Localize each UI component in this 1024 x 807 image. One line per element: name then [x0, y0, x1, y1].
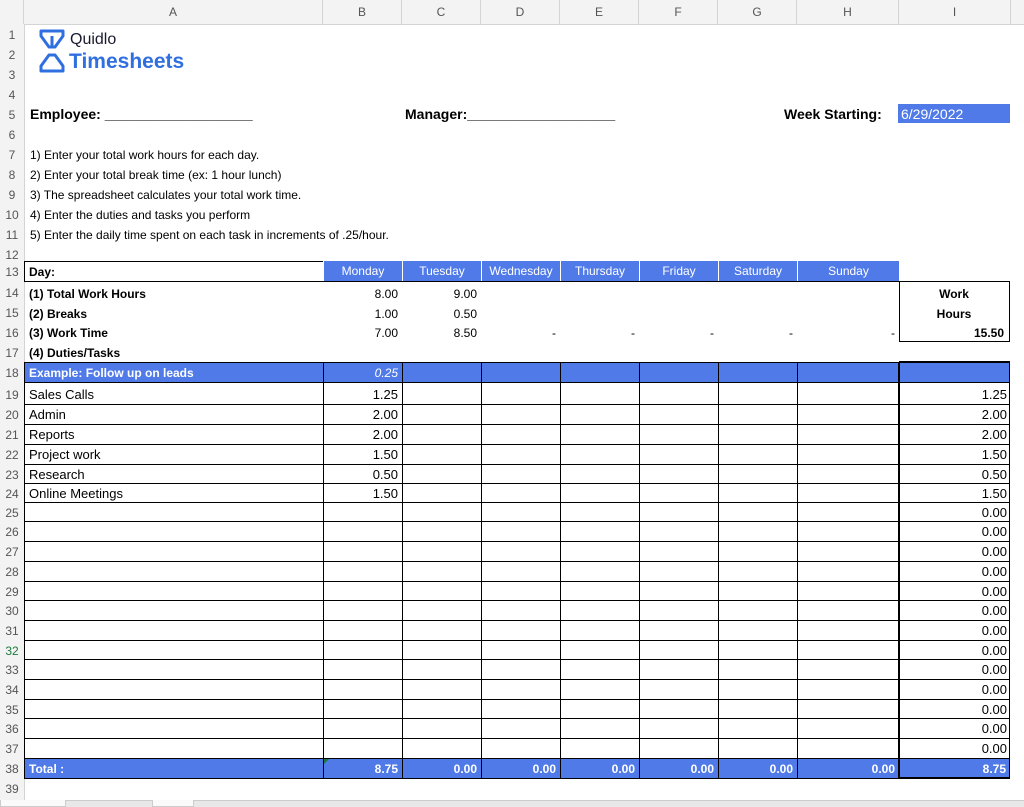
table-hline-18	[24, 718, 899, 719]
table-hline-12	[24, 600, 899, 601]
work-hours-box-top	[899, 281, 1010, 282]
work-time-day-3[interactable]: -	[631, 326, 635, 340]
task-total-11[interactable]: 0.00	[981, 584, 1007, 599]
row-header-25[interactable]: 25	[5, 506, 19, 520]
total-col-hline-1	[899, 382, 1010, 383]
total-col-hline-8	[899, 521, 1010, 522]
task-name-5[interactable]: Research	[29, 467, 85, 482]
total-work-day-0[interactable]: 8.00	[374, 287, 398, 301]
task-total-16[interactable]: 0.00	[981, 682, 1007, 697]
total-col-hline-10	[899, 561, 1010, 562]
row-header-31[interactable]: 31	[5, 624, 19, 638]
task-monday-3[interactable]: 2.00	[372, 427, 398, 442]
row-header-14[interactable]: 14	[5, 286, 19, 300]
row-header-30[interactable]: 30	[5, 604, 19, 618]
instruction-5: 5) Enter the daily time spent on each task in increments of .25/hour.	[30, 228, 389, 242]
day-row-top-border	[24, 261, 323, 262]
table-hline-16	[24, 679, 899, 680]
total-col-bottom-thick	[899, 777, 1010, 778]
task-total-12[interactable]: 0.00	[981, 603, 1007, 618]
total-work-day-1[interactable]: 9.00	[453, 287, 477, 301]
task-total-18[interactable]: 0.00	[981, 721, 1007, 736]
total-col-hline-20	[899, 758, 1010, 759]
row-header-18[interactable]: 18	[5, 366, 19, 380]
row-header-37[interactable]: 37	[5, 742, 19, 756]
table-vline-3	[481, 362, 482, 778]
task-monday-2[interactable]: 2.00	[372, 407, 398, 422]
task-monday-6[interactable]: 1.50	[372, 486, 398, 501]
task-name-2[interactable]: Admin	[29, 407, 66, 422]
work-hours-total[interactable]: 15.50	[973, 326, 1004, 340]
row-header-4[interactable]: 4	[8, 88, 16, 102]
total-col-left-thick	[898, 362, 899, 778]
row-header-15[interactable]: 15	[5, 306, 19, 320]
row-header-39[interactable]: 39	[5, 782, 19, 796]
day-friday[interactable]: Friday	[639, 261, 718, 281]
total-day-4[interactable]: 0.00	[690, 762, 714, 776]
total-day-1[interactable]: 0.00	[453, 762, 477, 776]
row-header-13[interactable]: 13	[5, 265, 19, 279]
work-time-day-2[interactable]: -	[552, 326, 556, 340]
table-vline-1	[323, 362, 324, 778]
table-hline-14	[24, 640, 899, 641]
column-header-h[interactable]: H	[797, 0, 899, 24]
table-hline-21	[24, 778, 899, 779]
task-total-1[interactable]: 1.25	[981, 387, 1007, 402]
task-total-14[interactable]: 0.00	[981, 643, 1007, 658]
breaks-day-0[interactable]: 1.00	[374, 307, 398, 321]
total-col-hline-17	[899, 699, 1010, 700]
grand-total[interactable]: 8.75	[982, 762, 1006, 776]
task-name-3[interactable]: Reports	[29, 427, 75, 442]
manager-field[interactable]: Manager:___________________	[405, 106, 616, 122]
row-header-34[interactable]: 34	[5, 683, 19, 697]
table-hline-13	[24, 620, 899, 621]
day-row-left-border	[24, 261, 25, 282]
total-col-hline-0	[899, 362, 1010, 363]
instruction-4: 4) Enter the duties and tasks you perform	[30, 208, 251, 222]
row-header-28[interactable]: 28	[5, 565, 19, 579]
task-total-3[interactable]: 2.00	[981, 427, 1007, 442]
table-vline-8	[899, 362, 900, 778]
task-total-7[interactable]: 0.00	[981, 505, 1007, 520]
total-col-hline-5	[899, 464, 1010, 465]
row-header-9[interactable]: 9	[8, 188, 16, 202]
column-header-e[interactable]: E	[560, 0, 639, 24]
total-col-hline-3	[899, 424, 1010, 425]
total-col-hline-18	[899, 718, 1010, 719]
row-header-35[interactable]: 35	[5, 703, 19, 717]
table-hline-10	[24, 561, 899, 562]
table-hline-11	[24, 581, 899, 582]
row-header-24[interactable]: 24	[5, 487, 19, 501]
work-time-day-1[interactable]: 8.50	[453, 326, 477, 340]
example-monday-value[interactable]: 0.25	[374, 366, 398, 380]
table-hline-4	[24, 444, 899, 445]
row-header-5[interactable]: 5	[8, 108, 16, 122]
total-col-top-thick	[899, 361, 1010, 362]
instruction-3: 3) The spreadsheet calculates your total work time.	[30, 188, 302, 202]
select-all-corner[interactable]	[0, 0, 24, 24]
total-col-hline-13	[899, 620, 1010, 621]
row-header-33[interactable]: 33	[5, 663, 19, 677]
row-header-10[interactable]: 10	[5, 208, 19, 222]
table-hline-1	[24, 382, 899, 383]
table-vline-5	[639, 362, 640, 778]
table-vline-right	[1009, 362, 1010, 778]
row-header-32[interactable]: 32	[5, 644, 19, 658]
row-header-12[interactable]: 12	[5, 248, 19, 262]
day-tuesday[interactable]: Tuesday	[402, 261, 481, 281]
task-total-19[interactable]: 0.00	[981, 741, 1007, 756]
task-name-4[interactable]: Project work	[29, 447, 101, 462]
employee-field[interactable]: Employee: ___________________	[30, 106, 253, 122]
task-total-2[interactable]: 2.00	[981, 407, 1007, 422]
row-header-26[interactable]: 26	[5, 525, 19, 539]
example-row-total-fill	[900, 362, 1009, 382]
task-total-17[interactable]: 0.00	[981, 702, 1007, 717]
table-hline-9	[24, 541, 899, 542]
total-col-hline-14	[899, 640, 1010, 641]
work-time-day-0[interactable]: 7.00	[374, 326, 398, 340]
total-col-hline-6	[899, 483, 1010, 484]
total-col-hline-19	[899, 738, 1010, 739]
table-hline-19	[24, 738, 899, 739]
row-header-20[interactable]: 20	[5, 408, 19, 422]
instruction-2: 2) Enter your total break time (ex: 1 hour lunch)	[30, 168, 282, 182]
column-header-f[interactable]: F	[639, 0, 718, 24]
column-header-b[interactable]: B	[323, 0, 402, 24]
table-hline-7	[24, 502, 899, 503]
total-work-hours-label: (1) Total Work Hours	[29, 287, 146, 301]
logo-product-name: Timesheets	[69, 50, 185, 73]
task-total-6[interactable]: 1.50	[981, 486, 1007, 501]
total-col-hline-9	[899, 541, 1010, 542]
task-name-6[interactable]: Online Meetings	[29, 486, 123, 501]
table-hline-17	[24, 699, 899, 700]
column-header-a[interactable]: A	[24, 0, 323, 24]
work-time-day-5[interactable]: -	[789, 326, 793, 340]
total-day-5[interactable]: 0.00	[769, 762, 793, 776]
total-col-hline-7	[899, 502, 1010, 503]
instruction-1: 1) Enter your total work hours for each day.	[30, 148, 260, 162]
row-header-27[interactable]: 27	[5, 545, 19, 559]
column-header-i[interactable]: I	[899, 0, 1011, 24]
row-header-bar	[0, 24, 25, 806]
table-hline-3	[24, 424, 899, 425]
row-header-17[interactable]: 17	[5, 346, 19, 360]
table-vline-0	[24, 362, 25, 778]
total-day-2[interactable]: 0.00	[532, 762, 556, 776]
row-header-8[interactable]: 8	[8, 168, 16, 182]
total-day-6[interactable]: 0.00	[871, 762, 895, 776]
table-hline-8	[24, 521, 899, 522]
day-monday[interactable]: Monday	[323, 261, 402, 281]
row-header-11[interactable]: 11	[5, 228, 19, 242]
row-header-22[interactable]: 22	[5, 448, 19, 462]
table-hline-15	[24, 659, 899, 660]
row-header-19[interactable]: 19	[5, 388, 19, 402]
total-day-3[interactable]: 0.00	[611, 762, 635, 776]
task-name-1[interactable]: Sales Calls	[29, 387, 95, 402]
table-hline-6	[24, 483, 899, 484]
total-col-hline-16	[899, 679, 1010, 680]
example-task-label[interactable]: Example: Follow up on leads	[29, 366, 194, 380]
total-col-hline-4	[899, 444, 1010, 445]
work-hours-box-bottom	[899, 341, 1010, 342]
task-total-10[interactable]: 0.00	[981, 564, 1007, 579]
column-header-g[interactable]: G	[718, 0, 797, 24]
total-col-hline-2	[899, 404, 1010, 405]
quidlo-logo-icon	[38, 28, 66, 74]
table-hline-0	[24, 362, 899, 363]
row-header-23[interactable]: 23	[5, 468, 19, 482]
breaks-label: (2) Breaks	[29, 307, 88, 321]
table-vline-7	[797, 362, 798, 778]
task-total-8[interactable]: 0.00	[981, 524, 1007, 539]
work-time-label: (3) Work Time	[29, 326, 108, 340]
task-monday-5[interactable]: 0.50	[372, 467, 398, 482]
breaks-day-1[interactable]: 0.50	[453, 307, 477, 321]
work-hours-label-2: Hours	[936, 307, 972, 321]
task-monday-1[interactable]: 1.25	[372, 387, 398, 402]
comment-indicator-icon	[323, 758, 330, 765]
task-monday-4[interactable]: 1.50	[372, 447, 398, 462]
row-header-36[interactable]: 36	[5, 722, 19, 736]
column-header-bar	[0, 0, 1024, 25]
row-header-21[interactable]: 21	[5, 428, 19, 442]
work-time-day-6[interactable]: -	[891, 326, 895, 340]
task-total-15[interactable]: 0.00	[981, 662, 1007, 677]
row-header-16[interactable]: 16	[5, 326, 19, 340]
column-header-c[interactable]: C	[402, 0, 481, 24]
table-vline-6	[718, 362, 719, 778]
day-sunday[interactable]: Sunday	[797, 261, 899, 281]
task-total-13[interactable]: 0.00	[981, 623, 1007, 638]
row-header-3[interactable]: 3	[8, 68, 16, 82]
duties-tasks-label: (4) Duties/Tasks	[29, 346, 121, 360]
work-time-day-4[interactable]: -	[710, 326, 714, 340]
work-hours-label-1: Work	[939, 287, 969, 301]
row-header-29[interactable]: 29	[5, 585, 19, 599]
row-header-6[interactable]: 6	[8, 128, 16, 142]
row-header-1[interactable]: 1	[8, 28, 16, 42]
task-total-4[interactable]: 1.50	[981, 447, 1007, 462]
table-hline-2	[24, 404, 899, 405]
day-saturday[interactable]: Saturday	[718, 261, 797, 281]
total-col-hline-11	[899, 581, 1010, 582]
day-thursday[interactable]: Thursday	[560, 261, 639, 281]
total-col-hline-15	[899, 659, 1010, 660]
task-total-5[interactable]: 0.50	[981, 467, 1007, 482]
day-label: Day:	[29, 265, 56, 279]
work-hours-box-right	[1009, 281, 1010, 342]
total-col-hline-21	[899, 778, 1010, 779]
table-hline-20	[24, 758, 899, 759]
column-header-d[interactable]: D	[481, 0, 560, 24]
total-col-hline-12	[899, 600, 1010, 601]
total-label: Total :	[29, 762, 65, 776]
day-row-bottom-border	[24, 281, 899, 282]
table-hline-5	[24, 464, 899, 465]
day-wednesday[interactable]: Wednesday	[481, 261, 560, 281]
table-vline-4	[560, 362, 561, 778]
total-day-0[interactable]: 8.75	[374, 762, 398, 776]
row-header-2[interactable]: 2	[8, 48, 16, 62]
row-header-7[interactable]: 7	[8, 148, 16, 162]
row-header-38[interactable]: 38	[5, 762, 19, 776]
week-starting-label: Week Starting:	[784, 106, 882, 122]
logo-brand-name: Quidlo	[70, 31, 117, 48]
table-vline-2	[402, 362, 403, 778]
task-total-9[interactable]: 0.00	[981, 544, 1007, 559]
week-starting-value[interactable]: 6/29/2022	[901, 106, 964, 122]
